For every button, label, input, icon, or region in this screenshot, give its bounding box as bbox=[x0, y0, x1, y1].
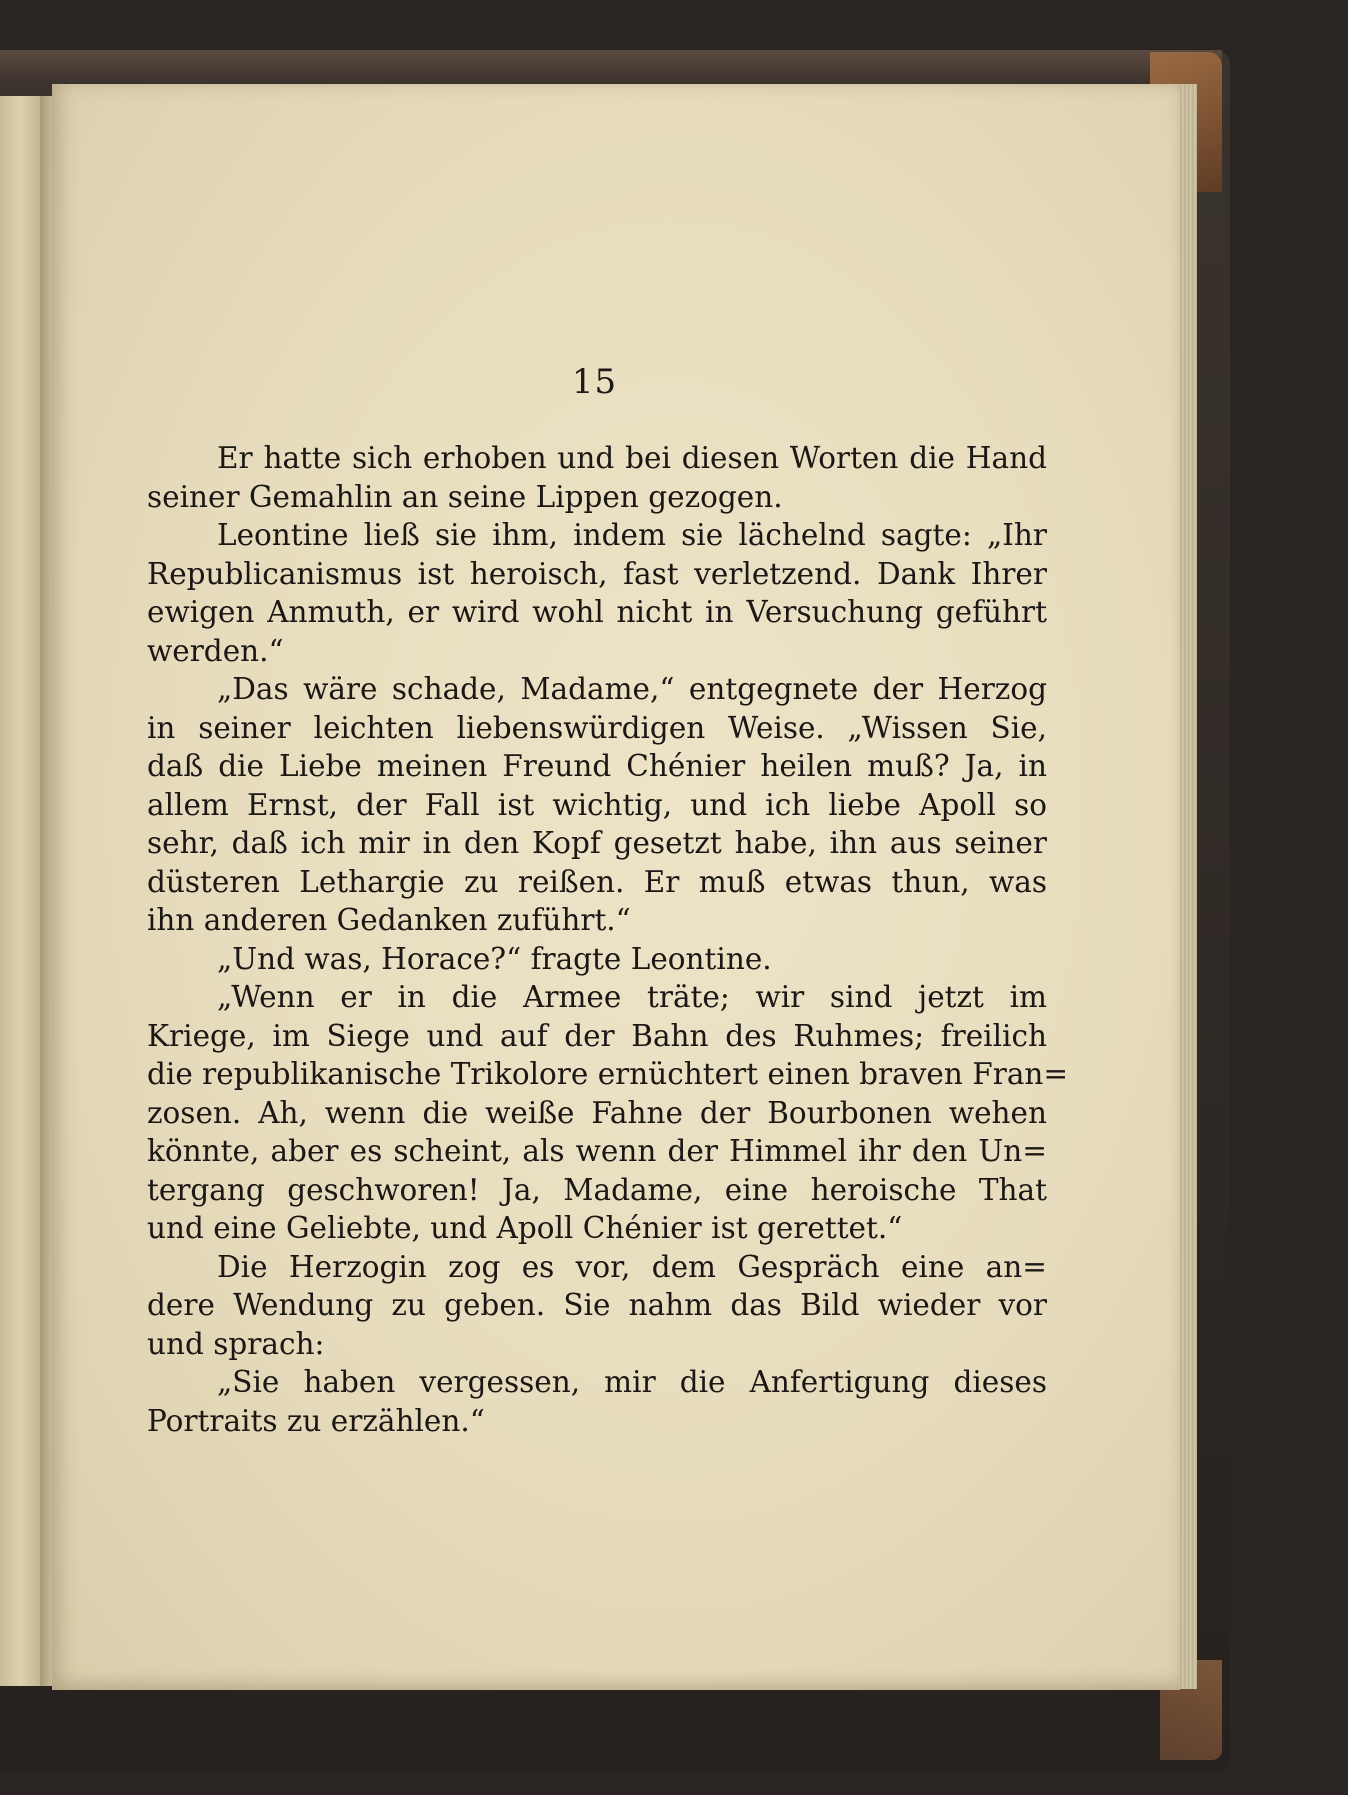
text-line: daß die Liebe meinen Freund Chénier heilen muß? Ja, in bbox=[147, 749, 1047, 783]
text-line: Portraits zu erzählen.“ bbox=[147, 1403, 485, 1438]
text-line: tergang geschworen! Ja, Madame, eine heroische That bbox=[147, 1172, 1047, 1207]
text-line: Republicanismus ist heroisch, fast verletzend. Dank Ihrer bbox=[147, 556, 1047, 591]
text-line: ewigen Anmuth, er wird wohl nicht in Versuchung geführt bbox=[147, 595, 1047, 629]
text-line: werden.“ bbox=[147, 633, 284, 668]
text-line: sehr, daß ich mir in den Kopf gesetzt habe, ihn aus seiner bbox=[147, 826, 1047, 860]
book-page bbox=[52, 84, 1180, 1690]
left-page-sliver bbox=[0, 96, 42, 1686]
text-line: zosen. Ah, wenn die weiße Fahne der Bourbonen wehen bbox=[147, 1095, 1047, 1130]
text-line: ihn anderen Gedanken zuführt.“ bbox=[147, 903, 631, 937]
cover-top-edge bbox=[0, 50, 1222, 84]
text-line: in seiner leichten liebenswürdigen Weise. „Wissen Sie, bbox=[147, 710, 1047, 745]
text-line: Er hatte sich erhoben und bei diesen Worten die Hand bbox=[217, 441, 1047, 475]
text-line: allem Ernst, der Fall ist wichtig, und ich liebe Apoll so bbox=[147, 787, 1047, 822]
text-line: Die Herzogin zog es vor, dem Gespräch eine an= bbox=[217, 1249, 1047, 1284]
text-line: düsteren Lethargie zu reißen. Er muß etwas thun, was bbox=[147, 864, 1047, 899]
text-line: und sprach: bbox=[147, 1326, 325, 1361]
text-line: Leontine ließ sie ihm, indem sie lächelnd sagte: „Ihr bbox=[217, 518, 1047, 552]
text-line: und eine Geliebte, und Apoll Chénier ist gerettet.“ bbox=[147, 1211, 903, 1245]
page-number: 15 bbox=[571, 362, 618, 402]
page-text bbox=[147, 439, 1069, 1440]
text-line: seiner Gemahlin an seine Lippen gezogen. bbox=[147, 479, 783, 514]
text-line: könnte, aber es scheint, als wenn der Himmel ihr den Un= bbox=[147, 1134, 1047, 1168]
text-line: die republikanische Trikolore ernüchtert einen braven Fran= bbox=[147, 1057, 1069, 1091]
text-line: „Sie haben vergessen, mir die Anfertigung dieses bbox=[217, 1365, 1047, 1399]
text-line: dere Wendung zu geben. Sie nahm das Bild wieder vor bbox=[147, 1288, 1047, 1322]
text-line: „Und was, Horace?“ fragte Leontine. bbox=[217, 941, 772, 976]
text-line: „Das wäre schade, Madame,“ entgegnete der Herzog bbox=[217, 672, 1047, 706]
text-line: Kriege, im Siege und auf der Bahn des Ruhmes; freilich bbox=[147, 1018, 1047, 1053]
text-line: „Wenn er in die Armee träte; wir sind jetzt im bbox=[217, 980, 1047, 1014]
